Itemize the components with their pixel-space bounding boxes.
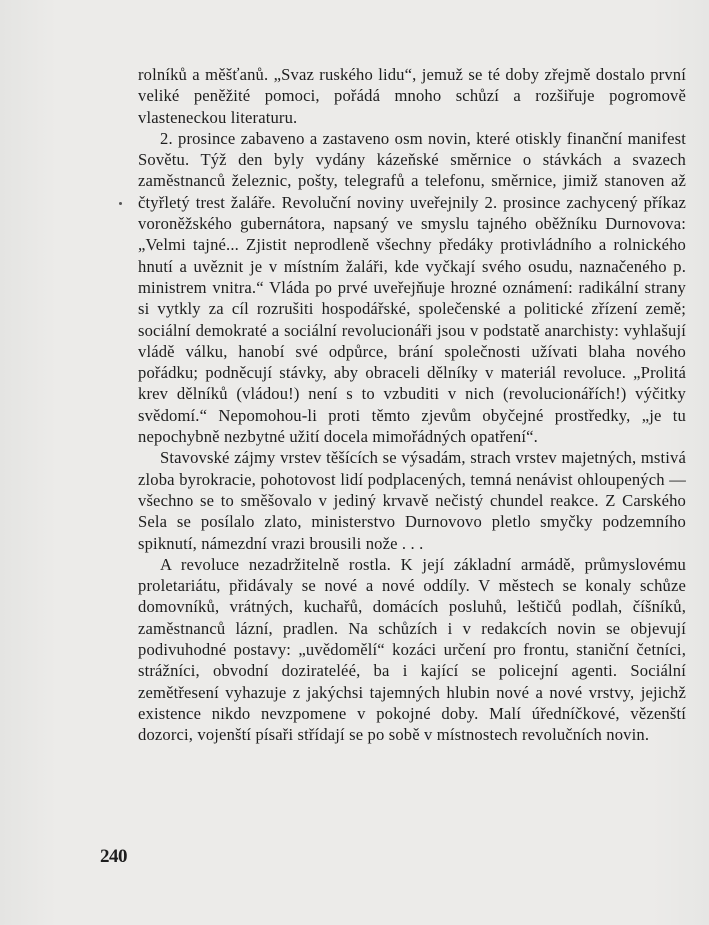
print-speck [119,202,122,205]
paragraph-3: Stavovské zájmy vrstev těšících se výsadám, strach vrstev majetných, mstivá zloba byrokracie, pohotovost lidí podplacených, temná nenávist ohloupených — všechno se to směšovalo v jediný krvavě nečistý chundel reakce. Z Carského Sela se posílalo zlato, ministerstvo Durnovovo pletlo smyčky podzemního spiknutí, námezdní vrazi brousili nože . . . [138,448,686,553]
paragraph-4: A revoluce nezadržitelně rostla. K její základní armádě, průmyslovému proletariátu, přidávaly se nové a nové oddíly. V městech se konaly schůze domovníků, vrátných, kuchařů, domácích posluhů, leštičů podlah, číšníků, zaměstnanců lázní, pradlen. Na schůzích i v redakcích novin se objevují podivuhodné postavy: „uvědomělí“ kozáci určení pro frontu, staniční četníci, strážníci, obvodní dozirateléé, ba i kající se policejní agenti. Sociální zemětřesení vyhazuje z jakýchsi tajemných hlubin nové a nové vrstvy, jejichž existence nikdo nevzpomene v pokojné doby. Malí úředníčkové, vězenští dozorci, vojenští písaři střídají se po sobě v místnostech revolučních novin. [138,554,686,745]
paragraph-2: 2. prosince zabaveno a zastaveno osm novin, které otiskly finanční manifest Sovětu. Týž den byly vydány kázeňské směrnice o stávkách a svazech zaměstnanců železnic, pošty, telegrafů a telefonu, směrnice, jimiž stanoven až čtyřletý trest žaláře. Revoluční noviny uveřejnily 2. prosince zachycený příkaz voroněžského gubernátora, napsaný ve smyslu tajného oběžníku Durnovova: „Velmi tajné... Zjistit neprodleně všechny předáky protivládního a rolnického hnutí a uvěznit je v místním žaláři, kde vyčkají svého osudu, naznačeného p. ministrem vnitra.“ Vláda po prvé uveřejňuje hrozné oznámení: radikální strany si vytkly za cíl rozrušiti hospodářské, společenské a politické zřízení země; sociální demokraté a sociální revolucionáři jsou v podstatě anarchisty: vyhlašují vládě válku, hanobí své odpůrce, brání společnosti užívati blaha nového pořádku; podněcují stávky, aby obraceli dělníky v materiál revoluce. „Prolitá krev dělníků (vládou!) není s to vzbuditi v nich (revolucionářích!) výčitky svědomí.“ Nepomohou-li proti těmto zjevům obyčejné prostředky, „je tu nepochybně nezbytné užití docela mimořádných opatření“. [138,128,686,447]
page-number: 240 [100,846,127,867]
body-text [138,64,686,746]
paragraph-1: rolníků a měšťanů. „Svaz ruského lidu“, jemuž se té doby zřejmě dostalo první veliké peněžité pomoci, pořádá mnoho schůzí a rozšiřuje pogromově vlasteneckou literaturu. [138,65,686,127]
